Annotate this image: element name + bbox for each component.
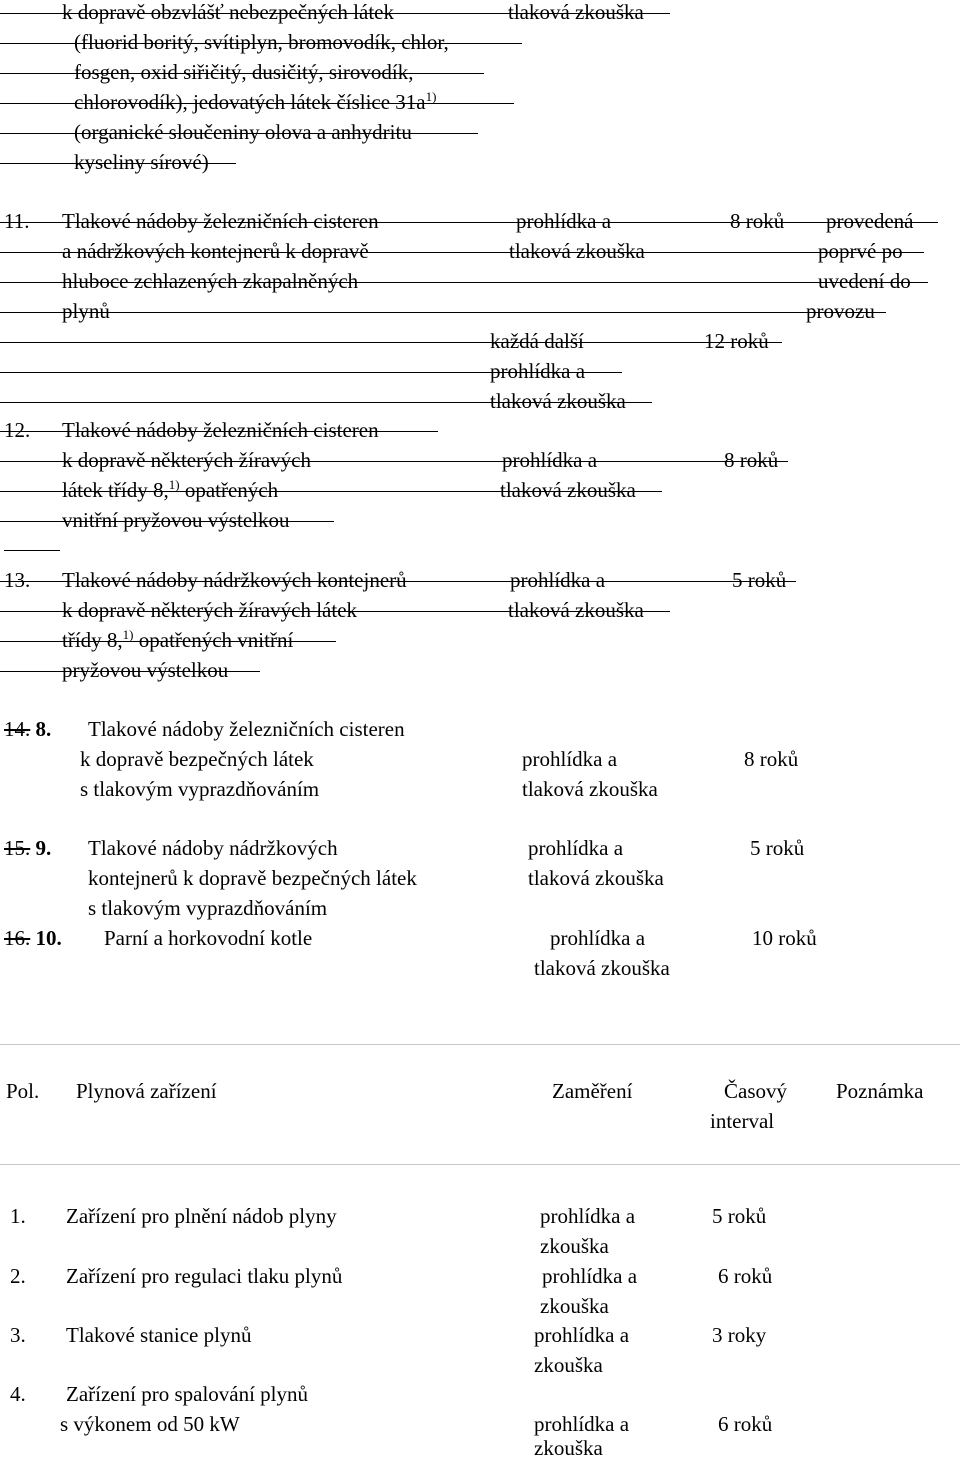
new-number: 9. xyxy=(35,836,52,860)
section-13-name-line: Tlakové nádoby nádržkových kontejnerů xyxy=(62,568,407,592)
section-12-focus: prohlídka a xyxy=(502,448,598,472)
table-divider xyxy=(0,1164,960,1165)
row-number: 4. xyxy=(10,1382,26,1406)
section-11-name-line: hluboce zchlazených zkapalněných xyxy=(62,269,359,293)
section-8-interval: 8 roků xyxy=(744,747,799,771)
section-11-focus: tlaková zkouška xyxy=(509,239,645,263)
section-10-focus: tlaková zkouška xyxy=(508,0,644,24)
section-10-focus: prohlídka a xyxy=(550,926,646,950)
section-9-interval: 5 roků xyxy=(750,836,805,860)
header-pol: Pol. xyxy=(6,1079,40,1103)
section-12-focus: tlaková zkouška xyxy=(500,478,636,502)
section-11-focus: prohlídka a xyxy=(516,209,612,233)
header-interval: interval xyxy=(710,1109,775,1133)
header-focus: Zaměření xyxy=(552,1079,633,1103)
section-12-name-line: Tlakové nádoby železničních cisteren xyxy=(62,418,379,442)
section-10-focus: tlaková zkouška xyxy=(534,956,670,980)
header-note: Poznámka xyxy=(836,1079,924,1103)
section-9-focus: tlaková zkouška xyxy=(528,866,664,890)
row-number: 2. xyxy=(10,1264,26,1288)
section-11-next-focus: každá další xyxy=(490,329,584,353)
section-8-name-line: s tlakovým vyprazdňováním xyxy=(80,777,320,801)
section-12-number: 12. xyxy=(4,418,31,442)
row-name: Tlakové stanice plynů xyxy=(66,1323,252,1347)
row-focus: zkouška xyxy=(540,1294,609,1318)
section-11-next-focus: prohlídka a xyxy=(490,359,586,383)
footnote-ref: 1) xyxy=(168,477,180,492)
row-focus: zkouška xyxy=(540,1234,609,1258)
section-9-name-line: s tlakovým vyprazdňováním xyxy=(88,896,328,920)
table-divider xyxy=(0,1044,960,1045)
row-focus: prohlídka a xyxy=(534,1323,630,1347)
old-number-struck: 15. xyxy=(4,836,31,860)
section-11-note: provozu xyxy=(806,299,875,323)
row-interval: 6 roků xyxy=(718,1264,773,1288)
row-name: Zařízení pro plnění nádob plyny xyxy=(66,1204,337,1228)
section-8-focus: tlaková zkouška xyxy=(522,777,658,801)
section-11-name-line: plynů xyxy=(62,299,110,323)
header-name: Plynová zařízení xyxy=(76,1079,217,1103)
section-13-interval: 5 roků xyxy=(732,568,787,592)
section-10-name: Parní a horkovodní kotle xyxy=(104,926,313,950)
section-13-name-line: pryžovou výstelkou xyxy=(62,658,229,682)
section-8-name-line: Tlakové nádoby železničních cisteren xyxy=(88,717,405,741)
section-9-name-line: Tlakové nádoby nádržkových xyxy=(88,836,338,860)
section-10-name-line xyxy=(74,90,436,114)
section-10-name-line: k dopravě obzvlášť nebezpečných látek xyxy=(62,0,394,24)
row-focus: zkouška xyxy=(534,1436,603,1460)
section-10-name-line: (fluorid boritý, svítiplyn, bromovodík, chlor, xyxy=(74,30,449,54)
section-10-name-line: fosgen, oxid siřičitý, dusičitý, sirovodík, xyxy=(74,60,414,84)
old-number-struck: 14. xyxy=(4,717,31,741)
section-13-name-line: k dopravě některých žíravých látek xyxy=(62,598,358,622)
row-name: Zařízení pro regulaci tlaku plynů xyxy=(66,1264,343,1288)
new-number: 8. xyxy=(35,717,52,741)
section-12-name-text: látek třídy 8, xyxy=(62,478,169,502)
section-13-number: 13. xyxy=(4,568,31,592)
strike-line xyxy=(4,550,60,551)
section-12-interval: 8 roků xyxy=(724,448,779,472)
section-13-name-text: třídy 8, xyxy=(62,628,123,652)
new-number: 10. xyxy=(35,926,62,950)
row-interval: 3 roky xyxy=(712,1323,767,1347)
section-12-name-line: vnitřní pryžovou výstelkou xyxy=(62,508,290,532)
section-11-interval: 8 roků xyxy=(730,209,785,233)
section-10-name-line: kyseliny sírové) xyxy=(74,150,209,174)
section-13-name-line xyxy=(62,628,293,652)
row-number: 1. xyxy=(10,1204,26,1228)
row-interval: 5 roků xyxy=(712,1204,767,1228)
section-9-name-line: kontejnerů k dopravě bezpečných látek xyxy=(88,866,417,890)
section-10-interval: 10 roků xyxy=(752,926,817,950)
old-number xyxy=(4,836,51,860)
section-12-name-line xyxy=(62,478,278,502)
section-11-name-line: a nádržkových kontejnerů k dopravě xyxy=(62,239,369,263)
row-focus: prohlídka a xyxy=(540,1204,636,1228)
section-9-focus: prohlídka a xyxy=(528,836,624,860)
section-8-name-line: k dopravě bezpečných látek xyxy=(80,747,314,771)
section-13-focus: prohlídka a xyxy=(510,568,606,592)
section-11-next-interval: 12 roků xyxy=(704,329,769,353)
footnote-ref: 1) xyxy=(122,627,134,642)
footnote-ref: 1) xyxy=(425,89,437,104)
section-12-name-line: k dopravě některých žíravých xyxy=(62,448,311,472)
section-12-name-text: opatřených xyxy=(184,478,279,502)
row-focus: prohlídka a xyxy=(542,1264,638,1288)
section-13-focus: tlaková zkouška xyxy=(508,598,644,622)
row-focus: prohlídka a xyxy=(534,1412,630,1436)
row-name: s výkonem od 50 kW xyxy=(60,1412,240,1436)
section-13-name-text: opatřených vnitřní xyxy=(138,628,294,652)
row-focus: zkouška xyxy=(534,1353,603,1377)
old-number-struck: 16. xyxy=(4,926,31,950)
section-11-note: poprvé po xyxy=(818,239,903,263)
strike-line xyxy=(0,342,782,343)
section-10-name-line: (organické sloučeniny olova a anhydritu xyxy=(74,120,412,144)
section-11-name-line: Tlakové nádoby železničních cisteren xyxy=(62,209,379,233)
section-10-name-text: chlorovodík), jedovatých látek číslice 31a xyxy=(74,90,426,114)
section-11-note: provedená xyxy=(826,209,914,233)
header-interval: Časový xyxy=(724,1079,787,1103)
section-11-note: uvedení do xyxy=(818,269,911,293)
row-name: Zařízení pro spalování plynů xyxy=(66,1382,309,1406)
row-number: 3. xyxy=(10,1323,26,1347)
old-number xyxy=(4,717,51,741)
section-11-next-focus: tlaková zkouška xyxy=(490,389,626,413)
section-11-number: 11. xyxy=(4,209,30,233)
strike-line xyxy=(0,312,886,313)
row-interval: 6 roků xyxy=(718,1412,773,1436)
old-number xyxy=(4,926,62,950)
section-8-focus: prohlídka a xyxy=(522,747,618,771)
